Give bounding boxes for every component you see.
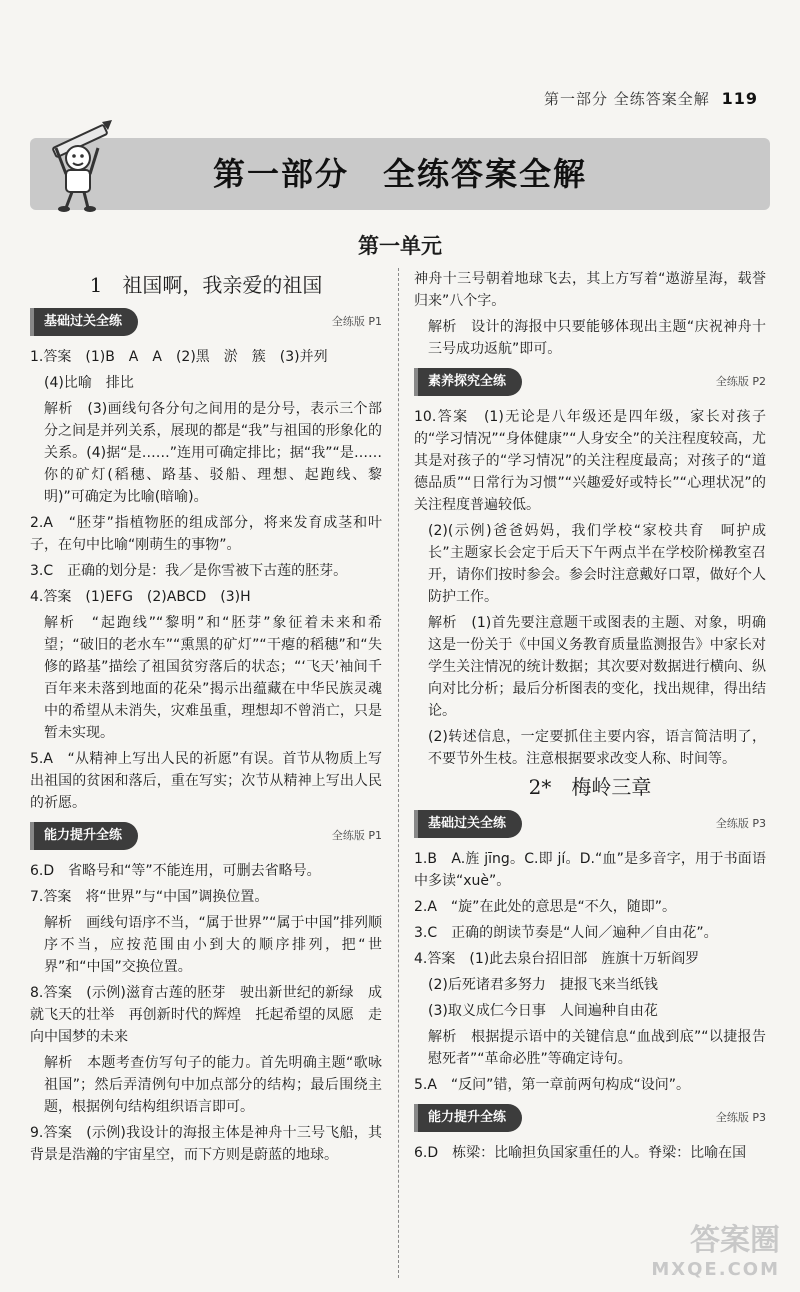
answer-item: 6.D 省略号和“等”不能连用，可删去省略号。 <box>30 863 321 879</box>
banner-title: 第一部分 全练答案全解 <box>212 155 587 193</box>
answer-item: 3.C 正确的划分是：我／是你雪被下古莲的胚芽。 <box>30 563 348 579</box>
watermark-logo <box>620 1215 780 1280</box>
answer-item: 3.C 正确的朗读节奏是“人间／遍种／自由花”。 <box>414 925 718 941</box>
answer-item: 5.A “反问”错，第一章前两句构成“设问”。 <box>414 1077 690 1093</box>
analysis-text: 解析 本题考查仿写句子的能力。首先明确主题“歌咏祖国”；然后弄清例句中加点部分的结构；最后围绕主题，根据例句结构组织语言即可。 <box>44 1055 382 1115</box>
analysis-text: 解析 画线句语序不当，“属于世界”“属于中国”排列顺序不当，应按范围由小到大的顺序排列，把“世界”和“中国”交换位置。 <box>44 915 382 975</box>
section-header <box>414 368 766 396</box>
answer-item: 1.B A.旌 jīng。C.即 jí。D.“血”是多音字，用于书面语中多读“xuè”。 <box>414 851 766 889</box>
watermark-line2: MXQE.COM <box>651 1259 780 1280</box>
section-ref: 全练版 P1 <box>331 315 382 328</box>
section-header <box>414 1104 766 1132</box>
section-badge: 基础过关全练 <box>414 810 522 838</box>
running-head-part: 第一部分 <box>544 90 609 108</box>
section-ref: 全练版 P3 <box>715 1111 766 1124</box>
analysis-text: 解析 (3)画线句各分句之间用的是分号，表示三个部分之间是并列关系，展现的都是“我”与祖国的形象化的关系。(4)据“是……”连用可确定排比；据“我”“是……你的矿灯(稻穗、路基、驳船、理想、起跑线、黎明)”可确定为比喻(暗喻)。 <box>44 401 382 505</box>
section-ref: 全练版 P1 <box>331 829 382 842</box>
answer-item: 4.答案 (1)EFG (2)ABCD (3)H <box>30 589 251 605</box>
unit-title: 第一单元 <box>358 234 442 258</box>
running-head-section: 全练答案全解 <box>613 90 710 108</box>
answer-continuation: 神舟十三号朝着地球飞去，其上方写着“遨游星海，载誉归来”八个字。 <box>414 271 766 309</box>
answer-item: (2)后死诸君多努力 捷报飞来当纸钱 <box>428 977 658 993</box>
analysis-text: 解析 (1)首先要注意题干或图表的主题、对象，明确这是一份关于《中国义务教育质量监测报告》中家长对学生关注情况的统计数据；其次要对数据进行横向、纵向对比分析；最后分析图表的变化，找出规律，得出结论。 <box>428 615 766 719</box>
answer-item: 4.答案 (1)此去泉台招旧部 旌旗十万斩阎罗 <box>414 951 700 967</box>
analysis-text: 解析 根据提示语中的关键信息“血战到底”“以捷报告慰死者”“革命必胜”等确定诗句。 <box>428 1029 766 1067</box>
lesson-title: 2* 梅岭三章 <box>528 775 652 799</box>
part-banner <box>30 138 770 210</box>
section-header <box>30 822 382 850</box>
section-badge: 能力提升全练 <box>30 822 138 850</box>
answer-item: 6.D 栋梁：比喻担负国家重任的人。脊梁：比喻在国 <box>414 1145 747 1161</box>
section-header <box>414 810 766 838</box>
watermark-line1: 答案圈 <box>690 1223 780 1258</box>
section-badge: 基础过关全练 <box>30 308 138 336</box>
section-header <box>30 308 382 336</box>
analysis-text: 解析 设计的海报中只要能够体现出主题“庆祝神舟十三号成功返航”即可。 <box>428 319 766 357</box>
answer-item: 9.答案 (示例)我设计的海报主体是神舟十三号飞船，其背景是浩瀚的宇宙星空，而下方则是蔚蓝的地球。 <box>30 1125 382 1163</box>
section-badge: 素养探究全练 <box>414 368 522 396</box>
answer-item: 7.答案 将“世界”与“中国”调换位置。 <box>30 889 269 905</box>
answer-item: 2.A “胚芽”指植物胚的组成部分，将来发育成茎和叶子，在句中比喻“刚萌生的事物”。 <box>30 515 382 553</box>
answer-item: 10.答案 (1)无论是八年级还是四年级，家长对孩子的“学习情况”“身体健康”“人身安全”的关注程度较高，尤其是对孩子的“学习情况”的关注程度最高；对孩子的“道德品质”“日常行为习惯”“兴趣爱好或特长”“心理状况”的关注程度普遍较低。 <box>414 409 766 513</box>
page-number: 119 <box>721 89 758 108</box>
lesson-title: 1 祖国啊，我亲爱的祖国 <box>89 273 323 297</box>
pencil-mascot-icon <box>44 118 114 214</box>
section-badge: 能力提升全练 <box>414 1104 522 1132</box>
left-column <box>30 268 382 1170</box>
running-head <box>544 88 758 109</box>
section-ref: 全练版 P2 <box>715 375 766 388</box>
answer-item: (3)取义成仁今日事 人间遍种自由花 <box>428 1003 658 1019</box>
analysis-text: (2)转述信息，一定要抓住主要内容，语言简洁明了，不要节外生枝。注意根据要求改变人称、时间等。 <box>428 729 766 767</box>
answer-item: (2)(示例)爸爸妈妈，我们学校“家校共育 呵护成长”主题家长会定于后天下午两点半在学校阶梯教室召开，请你们按时参会。参会时注意戴好口罩，做好个人防护工作。 <box>428 523 766 605</box>
analysis-text: 解析 “起跑线”“黎明”和“胚芽”象征着未来和希望；“破旧的老水车”“熏黑的矿灯”“干瘪的稻穗”和“失修的路基”描绘了祖国贫穷落后的状态；“‘飞天’袖间千百年来未落到地面的花朵”揭示出蕴藏在中华民族灵魂中的希望从未消失，灾难虽重，理想却不曾消亡，只是暂未实现。 <box>44 615 382 741</box>
answer-item: 8.答案 (示例)滋育古莲的胚芽 驶出新世纪的新绿 成就飞天的壮举 再创新时代的辉煌 托起希望的凤愿 走向中国梦的未来 <box>30 985 382 1045</box>
section-ref: 全练版 P3 <box>715 817 766 830</box>
answer-item: (4)比喻 排比 <box>44 375 134 391</box>
answer-item: 1.答案 (1)B A A (2)黑 淤 簇 (3)并列 <box>30 349 328 365</box>
answer-item: 2.A “旋”在此处的意思是“不久，随即”。 <box>414 899 676 915</box>
answer-item: 5.A “从精神上写出人民的祈愿”有误。首节从物质上写出祖国的贫困和落后，重在写实；次节从精神上写出人民的祈愿。 <box>30 751 382 811</box>
column-divider <box>398 268 399 1278</box>
right-column <box>414 268 766 1168</box>
